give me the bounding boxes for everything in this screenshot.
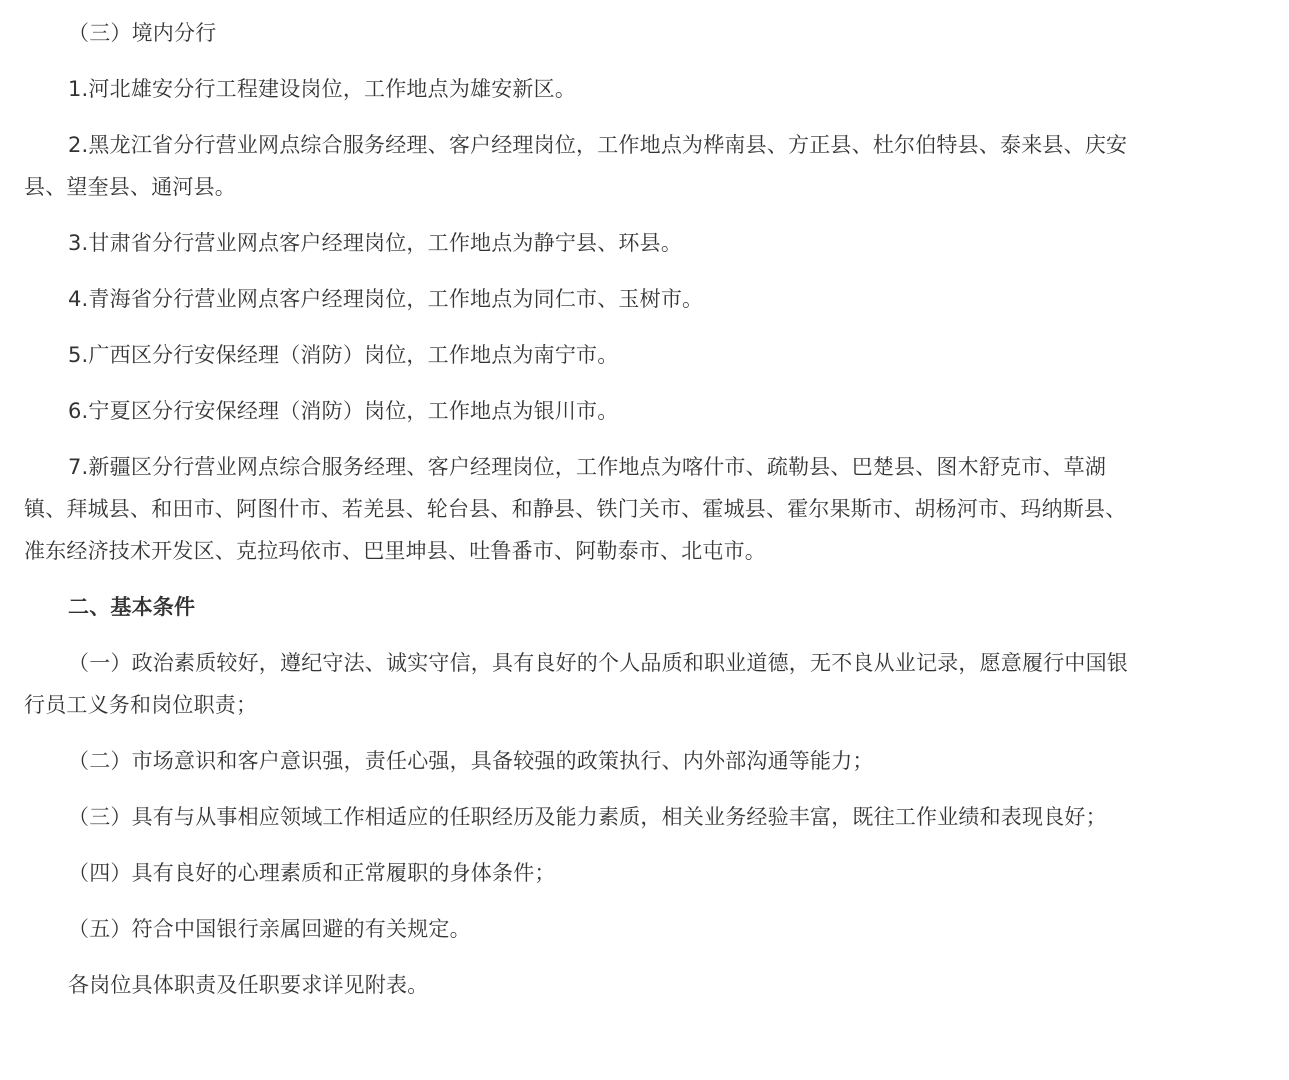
- condition-4: （四）具有良好的心理素质和正常履职的身体条件；: [68, 861, 556, 885]
- paragraph-closing-note: 各岗位具体职责及任职要求详见附表。: [68, 973, 429, 997]
- paragraph-item-3: 3.甘肃省分行营业网点客户经理岗位，工作地点为静宁县、环县。: [68, 231, 683, 255]
- section-heading-basic-conditions: 二、基本条件: [68, 595, 196, 619]
- paragraph-item-6: 6.宁夏区分行安保经理（消防）岗位，工作地点为银川市。: [68, 399, 619, 423]
- paragraph-item-1: 1.河北雄安分行工程建设岗位，工作地点为雄安新区。: [68, 77, 577, 101]
- paragraph-subheading-domestic-branches: （三）境内分行: [68, 21, 217, 45]
- condition-5: （五）符合中国银行亲属回避的有关规定。: [68, 917, 471, 941]
- condition-3: （三）具有与从事相应领域工作相适应的任职经历及能力素质，相关业务经验丰富，既往工作业绩和表现良好；: [68, 805, 1107, 829]
- paragraph-item-5: 5.广西区分行安保经理（消防）岗位，工作地点为南宁市。: [68, 343, 619, 367]
- paragraph-item-4: 4.青海省分行营业网点客户经理岗位，工作地点为同仁市、玉树市。: [68, 287, 704, 311]
- paragraph-item-2: 2.黑龙江省分行营业网点综合服务经理、客户经理岗位，工作地点为桦南县、方正县、杜尔伯特县、泰来县、庆安县、望奎县、通河县。: [24, 133, 1128, 199]
- paragraph-item-7: 7.新疆区分行营业网点综合服务经理、客户经理岗位，工作地点为喀什市、疏勒县、巴楚县、图木舒克市、草湖镇、拜城县、和田市、阿图什市、若羌县、轮台县、和静县、铁门关市、霍城县、霍尔果斯市、胡杨河市、玛纳斯县、准东经济技术开发区、克拉玛依市、巴里坤县、吐鲁番市、阿勒泰市、北屯市。: [24, 455, 1127, 563]
- condition-1: （一）政治素质较好，遵纪守法、诚实守信，具有良好的个人品质和职业道德，无不良从业记录，愿意履行中国银行员工义务和岗位职责；: [24, 651, 1128, 717]
- condition-2: （二）市场意识和客户意识强，责任心强，具备较强的政策执行、内外部沟通等能力；: [68, 749, 874, 773]
